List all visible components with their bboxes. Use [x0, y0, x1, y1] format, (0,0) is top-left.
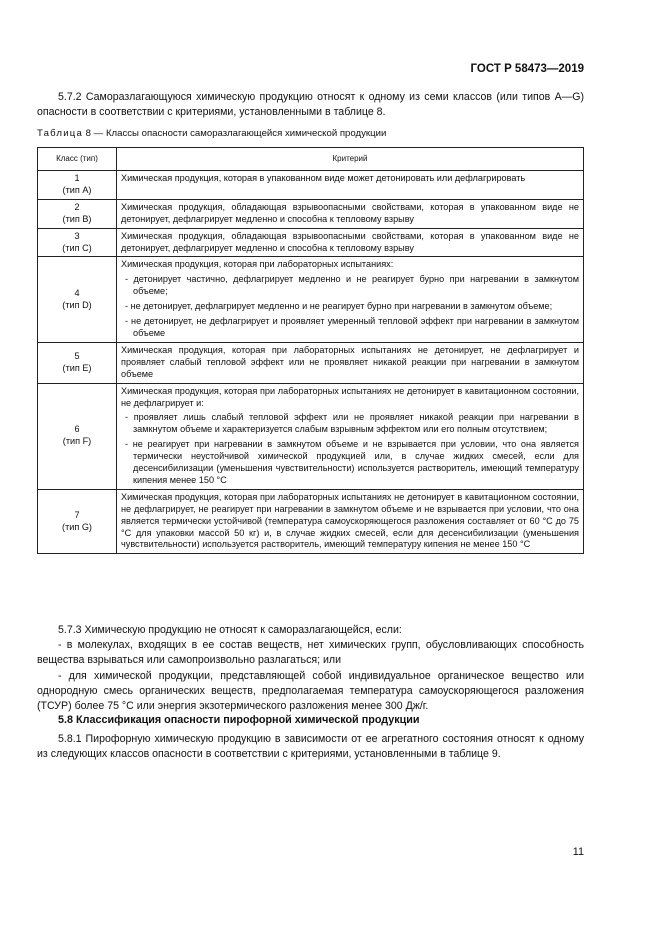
- table-caption-prefix: Таблица: [37, 128, 84, 139]
- class-number: 6: [74, 424, 80, 435]
- criterion-cell: [117, 228, 584, 257]
- criterion-text: Химическая продукция, которая при лабораторных испытаниях не детонирует в кавитационном состоянии, не дефлагрирует и:: [121, 385, 579, 408]
- criterion-text: Химическая продукция, которая при лабораторных испытаниях не детонирует в кавитационном состоянии, не дефлагрирует, не реагирует при нагревании в замкнутом объеме и не взрывается при условии, что она является термически устойчивой (температура самоускоряющегося разложения составляет от 60 °С до 75 °С для упаковки массой 50 кг) и, в случае жидких смесей, если для десенсибилизации (уменьшения чувствительности) используется растворитель, имеющий температуру кипения не менее 150 °С: [121, 491, 579, 550]
- page-number: 11: [572, 846, 584, 858]
- standard-designation: ГОСТ Р 58473—2019: [470, 63, 584, 75]
- table-row: [38, 171, 584, 200]
- class-cell: [38, 383, 117, 489]
- class-number: 3: [74, 230, 80, 241]
- table-caption: [37, 128, 386, 139]
- criterion-text: Химическая продукция, обладающая взрывоопасными свойствами, которая в упакованном виде не детонирует, дефлагрирует медленно и способна к тепловому взрыву: [121, 230, 579, 253]
- class-number: 2: [74, 201, 80, 212]
- section-5-8-heading: 5.8 Классификация опасности пирофорной химической продукции: [58, 714, 420, 726]
- table-row: [38, 257, 584, 342]
- paragraph-5-7-3-item-2: - для химической продукции, представляющей собой индивидуальное органическое вещество или однородную смесь органических веществ, предполагаемая температура самоускоряющегося разложения (ТСУР) более 75 °С или энергия экзотермического разложения менее 300 Дж/г.: [37, 669, 584, 713]
- table-body: [38, 171, 584, 554]
- class-cell: [38, 489, 117, 554]
- criterion-list-item: - детонирует частично, дефлагрирует медленно и не реагирует бурно при нагревании в замкнутом объеме;: [125, 274, 579, 297]
- class-type: (тип D): [62, 299, 92, 310]
- table-row: [38, 342, 584, 383]
- criterion-cell: [117, 257, 584, 342]
- criterion-list-item: - проявляет лишь слабый тепловой эффект или не проявляет никакой реакции при нагревании в замкнутом объеме и характеризуется слабым взрывным эффектом или его полным отсутствием;: [125, 412, 579, 435]
- class-cell: [38, 171, 117, 200]
- class-number: 5: [74, 350, 80, 361]
- criterion-list-item: - не реагирует при нагревании в замкнутом объеме и не взрывается при условии, что она является термически неустойчивой химической продукцией или, в случае жидких смесей, если для десенсибилизации (уменьшения чувствительности) используется растворитель, имеющий температуру кипения менее 150 °С: [125, 439, 579, 485]
- table-row: [38, 383, 584, 489]
- class-cell: [38, 257, 117, 342]
- criterion-cell: [117, 489, 584, 554]
- criterion-text: Химическая продукция, обладающая взрывоопасными свойствами, которая в упакованном виде не детонирует, дефлагрирует медленно и способна к тепловому взрыву: [121, 201, 579, 224]
- class-type: (тип Е): [62, 362, 92, 373]
- criterion-text: Химическая продукция, которая в упакованном виде может детонировать или дефлагрировать: [121, 173, 526, 183]
- column-header-class: Класс (тип): [38, 148, 117, 171]
- class-type: (тип А): [62, 184, 92, 195]
- class-type: (тип В): [62, 213, 92, 224]
- criterion-list-item: - не детонирует, дефлагрирует медленно и не реагирует бурно при нагревании в замкнутом объеме;: [125, 301, 553, 312]
- paragraph-5-8-1: 5.8.1 Пирофорную химическую продукцию в зависимости от ее агрегатного состояния относят к одному из следующих классов опасности в соответствии с критериями, установленными в таблице 9.: [37, 733, 584, 761]
- criterion-text: Химическая продукция, которая при лабораторных испытаниях:: [121, 259, 394, 270]
- class-number: 1: [74, 173, 80, 183]
- criterion-text: Химическая продукция, которая при лабораторных испытаниях не детонирует, не дефлагрирует и проявляет слабый тепловой эффект или не проявляет никакой реакции при нагревании в замкнутом объеме: [121, 344, 579, 379]
- table-row: [38, 489, 584, 554]
- table-row: [38, 228, 584, 257]
- criterion-cell: [117, 171, 584, 200]
- criterion-cell: [117, 383, 584, 489]
- paragraph-5-7-3-lead: 5.7.3 Химическую продукцию не относят к саморазлагающейся, если:: [58, 624, 402, 636]
- criterion-cell: [117, 342, 584, 383]
- class-cell: [38, 199, 117, 228]
- hazard-class-table: [37, 147, 584, 554]
- class-type: (тип F): [62, 436, 92, 447]
- table-row: [38, 199, 584, 228]
- class-number: 7: [74, 509, 80, 520]
- criterion-list-item: - не детонирует, не дефлагрирует и проявляет умеренный тепловой эффект при нагревании в замкнутом объеме: [125, 316, 579, 338]
- column-header-criterion: Критерий: [117, 148, 584, 171]
- class-number: 4: [74, 287, 80, 298]
- class-cell: [38, 228, 117, 257]
- section-5-7-3: [37, 623, 584, 714]
- criterion-cell: [117, 199, 584, 228]
- class-type: (тип G): [62, 521, 92, 532]
- paragraph-5-7-3-item-1: - в молекулах, входящих в ее состав веществ, нет химических групп, обусловливающих способность вещества взрываться или самопроизвольно разлагаться; или: [37, 639, 584, 667]
- class-type: (тип С): [62, 242, 92, 253]
- table-header-row: [38, 148, 584, 171]
- table-caption-title: 8 — Классы опасности саморазлагающейся химической продукции: [83, 128, 387, 139]
- paragraph-5-7-2: 5.7.2 Саморазлагающуюся химическую продукцию относят к одному из семи классов (или типов А—G) опасности в соответствии с критериями, установленными в таблице 8.: [37, 91, 584, 119]
- class-cell: [38, 342, 117, 383]
